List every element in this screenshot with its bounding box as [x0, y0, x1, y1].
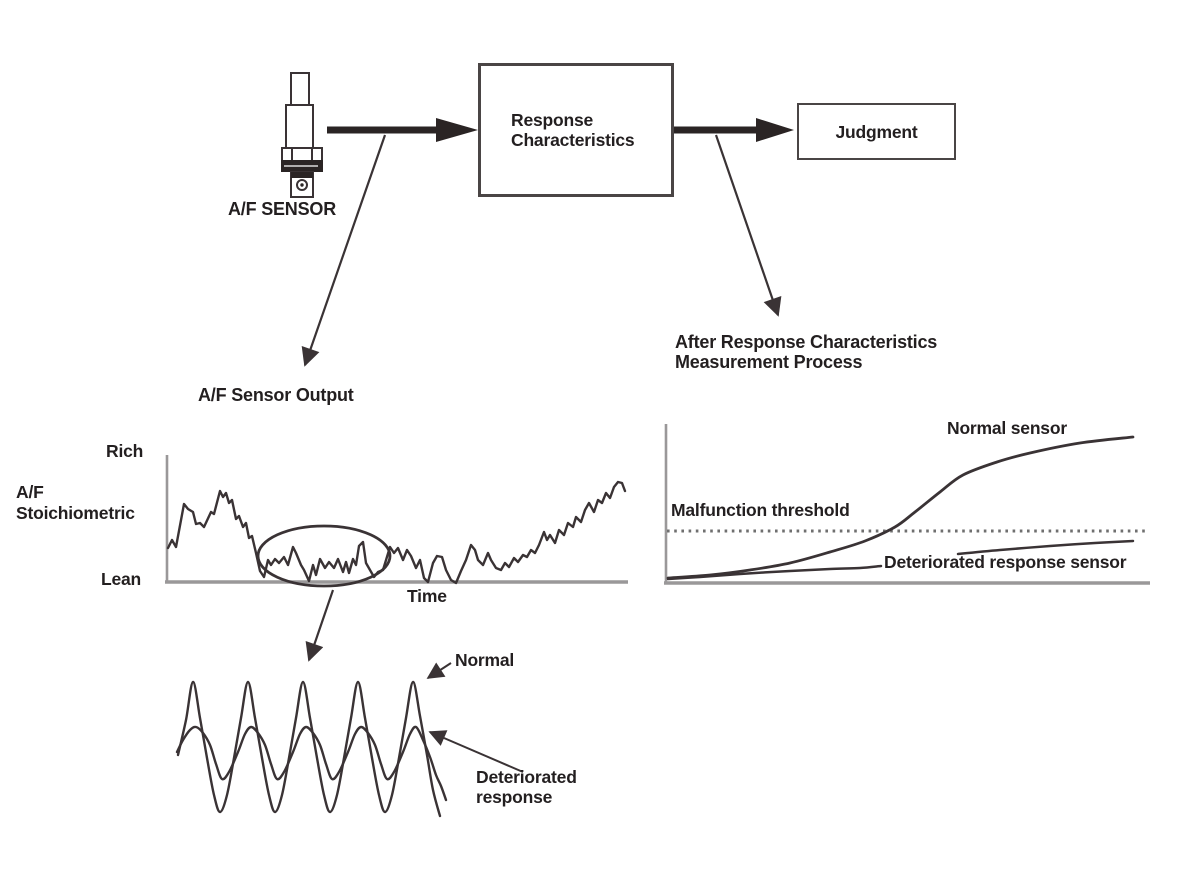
- callout-arrow-ellipse-zoom: [309, 590, 333, 660]
- af-output-title: A/F Sensor Output: [198, 385, 354, 405]
- zoom-wave-plot: [177, 682, 446, 816]
- flow-arrow-sensor-to-process: [327, 118, 478, 142]
- callout-arrow-measurement: [716, 135, 778, 315]
- af-sensor-label: A/F SENSOR: [228, 199, 337, 219]
- response-box-line2: Characteristics: [511, 130, 635, 150]
- measurement-title: [675, 332, 937, 372]
- af-output-axes: [165, 455, 628, 582]
- normal-sensor-label: Normal sensor: [947, 418, 1067, 438]
- y-label-stoichiometric: [16, 482, 135, 524]
- y-label-af-line: A/F: [16, 482, 44, 502]
- label-arrow-deteriorated: [430, 732, 523, 772]
- zoom-deteriorated-line1: Deteriorated: [476, 767, 577, 787]
- y-label-rich: Rich: [106, 441, 144, 461]
- zoom-deteriorated-label: [476, 767, 577, 807]
- judgment-box-label: Judgment: [835, 121, 918, 142]
- zoom-deteriorated-line2: response: [476, 787, 553, 807]
- af-output-plot: [168, 482, 625, 586]
- x-label-time: Time: [407, 586, 447, 606]
- response-box-line1: Response: [511, 110, 594, 130]
- measurement-title-line2: Measurement Process: [675, 352, 863, 372]
- malfunction-threshold-label: Malfunction threshold: [671, 500, 850, 520]
- y-label-lean: Lean: [101, 569, 142, 589]
- flow-arrow-process-to-judgment: [674, 118, 794, 142]
- deteriorated-sensor-label: Deteriorated response sensor: [884, 552, 1127, 572]
- judgment-box: [797, 103, 956, 160]
- y-label-stoich-line: Stoichiometric: [16, 503, 135, 523]
- response-characteristics-box: [478, 63, 674, 197]
- label-arrow-normal: [428, 663, 451, 678]
- measurement-title-line1: After Response Characteristics: [675, 332, 938, 352]
- af-sensor-icon: [281, 73, 323, 197]
- zoom-normal-label: Normal: [455, 650, 515, 670]
